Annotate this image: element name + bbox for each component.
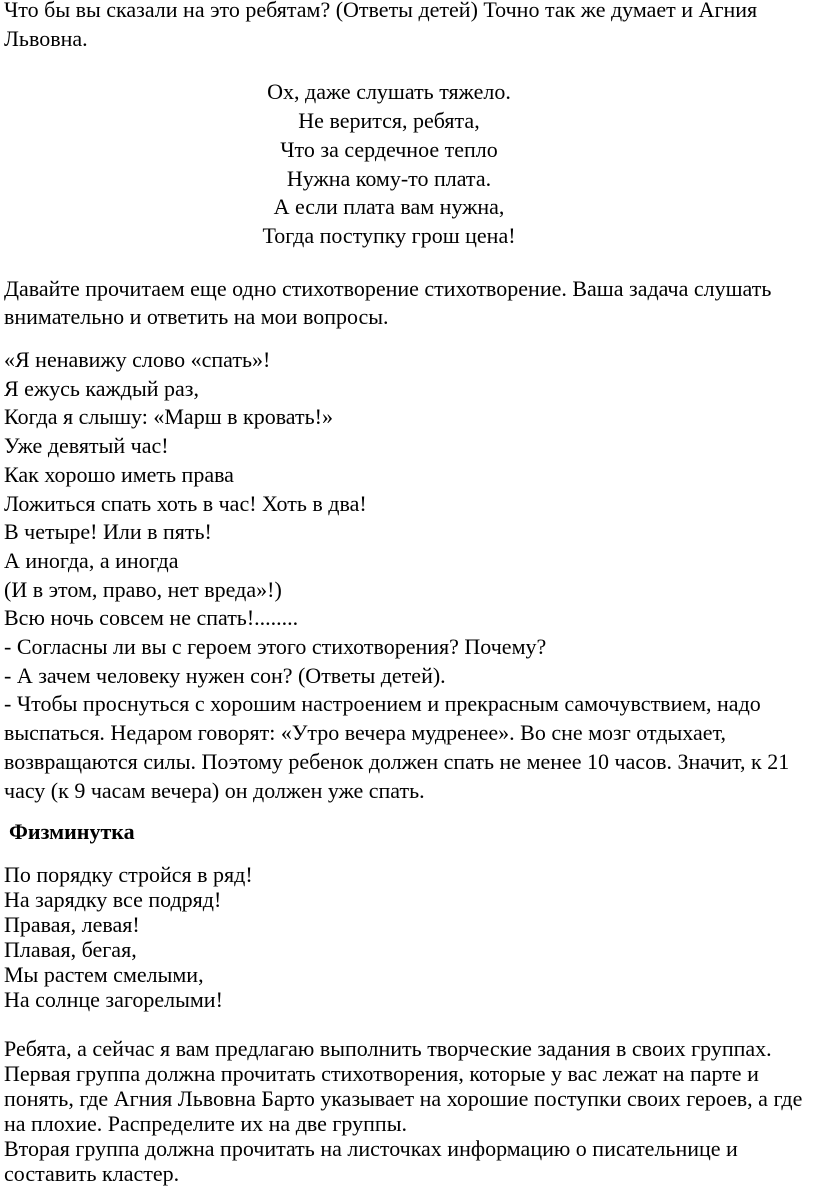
verse-block (4, 346, 816, 805)
text-line: «Я ненавижу слово «спать»! (4, 347, 271, 373)
text-line: На солнце загорелыми! (4, 986, 223, 1012)
text-line: Мы растем смелыми, (4, 961, 204, 987)
text-line: - А зачем человеку нужен сон? (Ответы детей). (4, 662, 446, 688)
paragraph-block (4, 0, 816, 53)
text-line: (И в этом, право, нет вреда»!) (4, 576, 282, 602)
text-line: На зарядку все подряд! (4, 886, 222, 912)
text-line: Тогда поступку грош цена! (262, 222, 516, 248)
text-line: - Чтобы проснуться с хорошим настроением и прекрасным самочувствием, надо (4, 691, 761, 717)
text-line: Вторая группа должна прочитать на листочках информацию о писательнице и (4, 1135, 738, 1161)
text-line: Всю ночь совсем не спать!........ (4, 605, 299, 631)
text-line: По порядку стройся в ряд! (4, 861, 253, 887)
text-line: на плохие. Распределите их на две группы. (4, 1110, 407, 1136)
text-line: Когда я слышу: «Марш в кровать!» (4, 404, 333, 430)
text-line: Я ежусь каждый раз, (4, 375, 199, 401)
poem-centered-block (4, 78, 816, 250)
text-line: Что за сердечное тепло (280, 136, 498, 162)
text-line: часу (к 9 часам вечера) он должен уже спать. (4, 777, 425, 803)
text-line: Уже девятый час! (4, 433, 169, 459)
paragraph-tight-block (4, 1036, 816, 1186)
text-line: Что бы вы сказали на это ребятам? (Ответы детей) Точно так же думает и Агния (4, 0, 758, 22)
text-line: А иногда, а иногда (4, 547, 179, 573)
text-line: В четыре! Или в пять! (4, 519, 212, 545)
text-line: составить кластер. (4, 1160, 180, 1186)
text-line: Нужна кому-то плата. (286, 165, 492, 191)
text-line: выспаться. Недаром говорят: «Утро вечера мудренее». Во сне мозг отдыхает, (4, 720, 726, 746)
text-line: - Согласны ли вы с героем этого стихотворения? Почему? (4, 634, 547, 660)
text-line: внимательно и ответить на мои вопросы. (4, 304, 389, 330)
text-line: Ложиться спать хоть в час! Хоть в два! (4, 490, 367, 516)
verse-tight-block (4, 862, 816, 1012)
text-line: Ребята, а сейчас я вам предлагаю выполнить творческие задания в своих группах. (4, 1035, 772, 1061)
text-line: Ох, даже слушать тяжело. (267, 79, 511, 105)
text-line: А если плата вам нужна, (273, 194, 505, 220)
text-line: Давайте прочитаем еще одно стихотворение стихотворение. Ваша задача слушать (4, 275, 772, 301)
text-line: Как хорошо иметь права (4, 461, 234, 487)
text-line: Первая группа должна прочитать стихотворения, которые у вас лежат на парте и (4, 1060, 759, 1086)
text-line: понять, где Агния Львовна Барто указывает на хорошие поступки своих героев, а где (4, 1085, 803, 1111)
text-line: Физминутка (9, 819, 135, 845)
heading-block (4, 818, 816, 847)
text-line: Не верится, ребята, (298, 108, 480, 134)
text-line: Плавая, бегая, (4, 936, 137, 962)
paragraph-block (4, 275, 816, 332)
text-line: возвращаются силы. Поэтому ребенок должен спать не менее 10 часов. Значит, к 21 (4, 748, 790, 774)
text-line: Правая, левая! (4, 911, 140, 937)
text-line: Львовна. (4, 25, 88, 51)
